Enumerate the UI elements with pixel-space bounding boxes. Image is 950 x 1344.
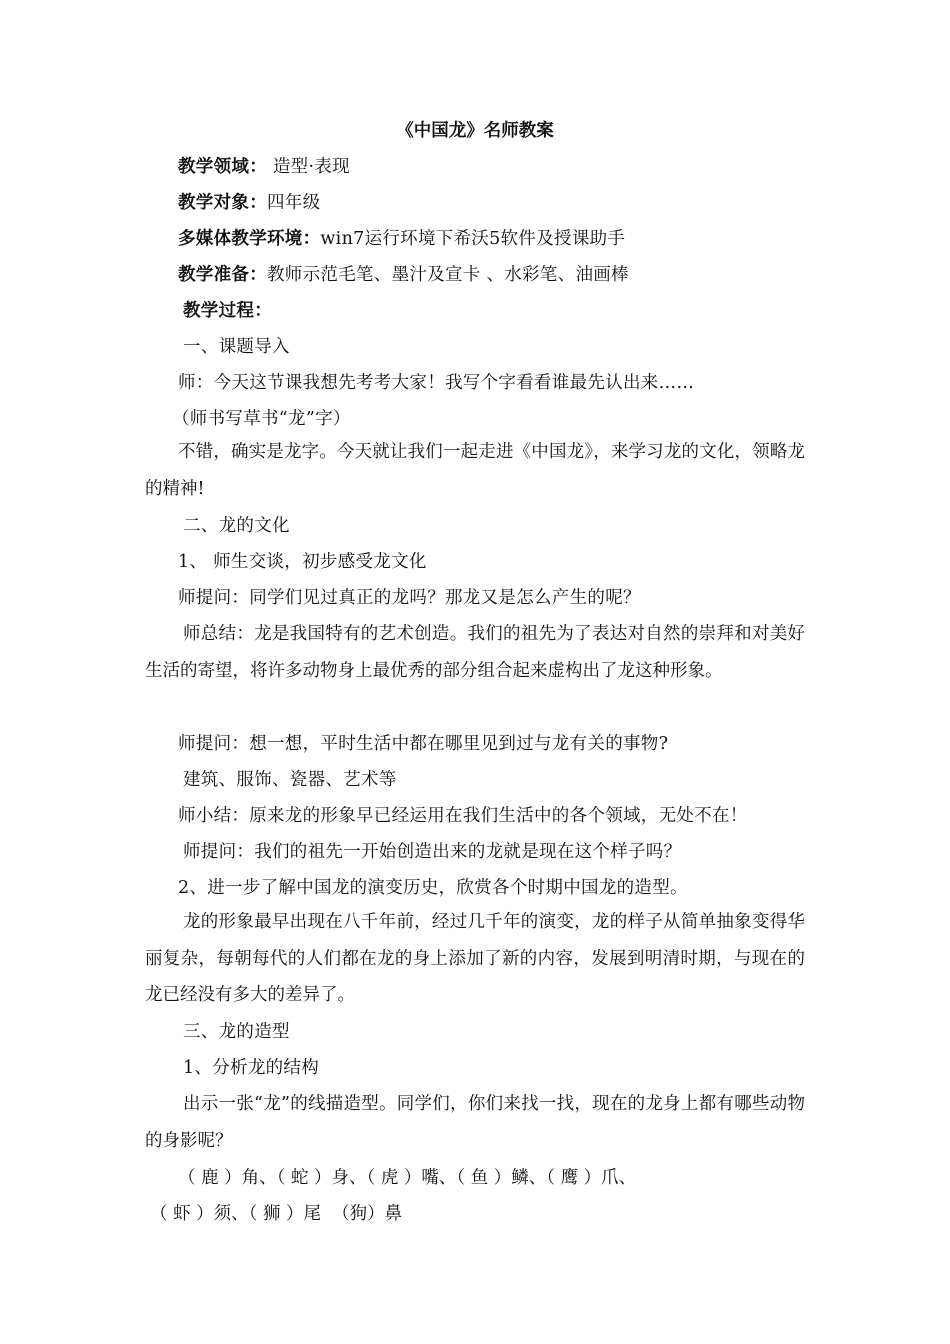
meta-label: 教学对象： <box>178 193 267 213</box>
section3-heading: 三、龙的造型 <box>183 1022 290 1042</box>
section2-summary1: 师总结：龙是我国特有的艺术创造。我们的祖先为了表达对自然的崇拜和对美好生活的寄望，将许多动物身上最优秀的部分组合起来虚构出了龙这种形象。 <box>145 624 805 681</box>
section2-answer2: 建筑、服饰、瓷器、艺术等 <box>183 770 397 790</box>
section1-line1: 师：今天这节课我想先考考大家！我写个字看看谁最先认出来…… <box>178 373 695 393</box>
meta-value: 教师示范毛笔、墨汁及宣卡 、水彩笔、油画棒 <box>267 265 629 285</box>
meta-teaching-preparation <box>178 257 629 293</box>
section2-paragraph2: 龙的形象最早出现在八千年前，经过几千年的演变，龙的样子从简单抽象变得华丽复杂，每朝每代的人们都在龙的身上添加了新的内容，发展到明清时期，与现在的龙已经没有多大的差异了。 <box>145 912 805 1005</box>
section3-sub1: 1、分析龙的结构 <box>183 1058 320 1078</box>
meta-label: 教学领域： <box>178 157 267 177</box>
section2-summary2: 师小结：原来龙的形象早已经运用在我们生活中的各个领域，无处不在！ <box>178 806 748 826</box>
section1-line2: （师书写草书“龙”字） <box>172 409 351 429</box>
section2-sub2: 2、进一步了解中国龙的演变历史，欣赏各个时期中国龙的造型。 <box>178 878 688 898</box>
meta-value: 造型·表现 <box>267 157 350 177</box>
meta-label: 教学准备： <box>178 265 267 285</box>
section1-heading: 一、课题导入 <box>183 337 290 357</box>
process-heading: 教学过程： <box>183 301 272 321</box>
section3-paragraph: 出示一张“龙”的线描造型。同学们，你们来找一找，现在的龙身上都有哪些动物的身影呢？ <box>145 1094 805 1151</box>
meta-value: 四年级 <box>267 193 321 213</box>
section2-sub1: 1、 师生交谈，初步感受龙文化 <box>178 552 427 572</box>
document-title: 《中国龙》名师教案 <box>396 121 554 141</box>
animal-fill-row-2: （ 虾 ）须、（ 狮 ）尾 （狗）鼻 <box>150 1204 403 1224</box>
section2-heading: 二、龙的文化 <box>183 516 290 536</box>
section2-question1: 师提问：同学们见过真正的龙吗？那龙又是怎么产生的呢？ <box>178 588 641 608</box>
meta-label: 多媒体教学环境： <box>178 229 321 249</box>
section2-question2: 师提问：想一想，平时生活中都在哪里见到过与龙有关的事物? <box>178 734 669 754</box>
section2-question3: 师提问：我们的祖先一开始创造出来的龙就是现在这个样子吗？ <box>183 842 682 862</box>
meta-teaching-target <box>178 185 320 221</box>
meta-value: win7运行环境下希沃5软件及授课助手 <box>320 229 626 249</box>
section1-paragraph: 不错，确实是龙字。今天就让我们一起走进《中国龙》，来学习龙的文化，领略龙的精神! <box>145 442 805 499</box>
animal-fill-row-1: （ 鹿 ）角、（ 蛇 ）身、（ 虎 ）嘴、（ 鱼 ）鳞、（ 鹰 ）爪、 <box>178 1168 637 1188</box>
meta-multimedia-environment <box>178 221 625 257</box>
meta-teaching-domain <box>178 149 350 185</box>
